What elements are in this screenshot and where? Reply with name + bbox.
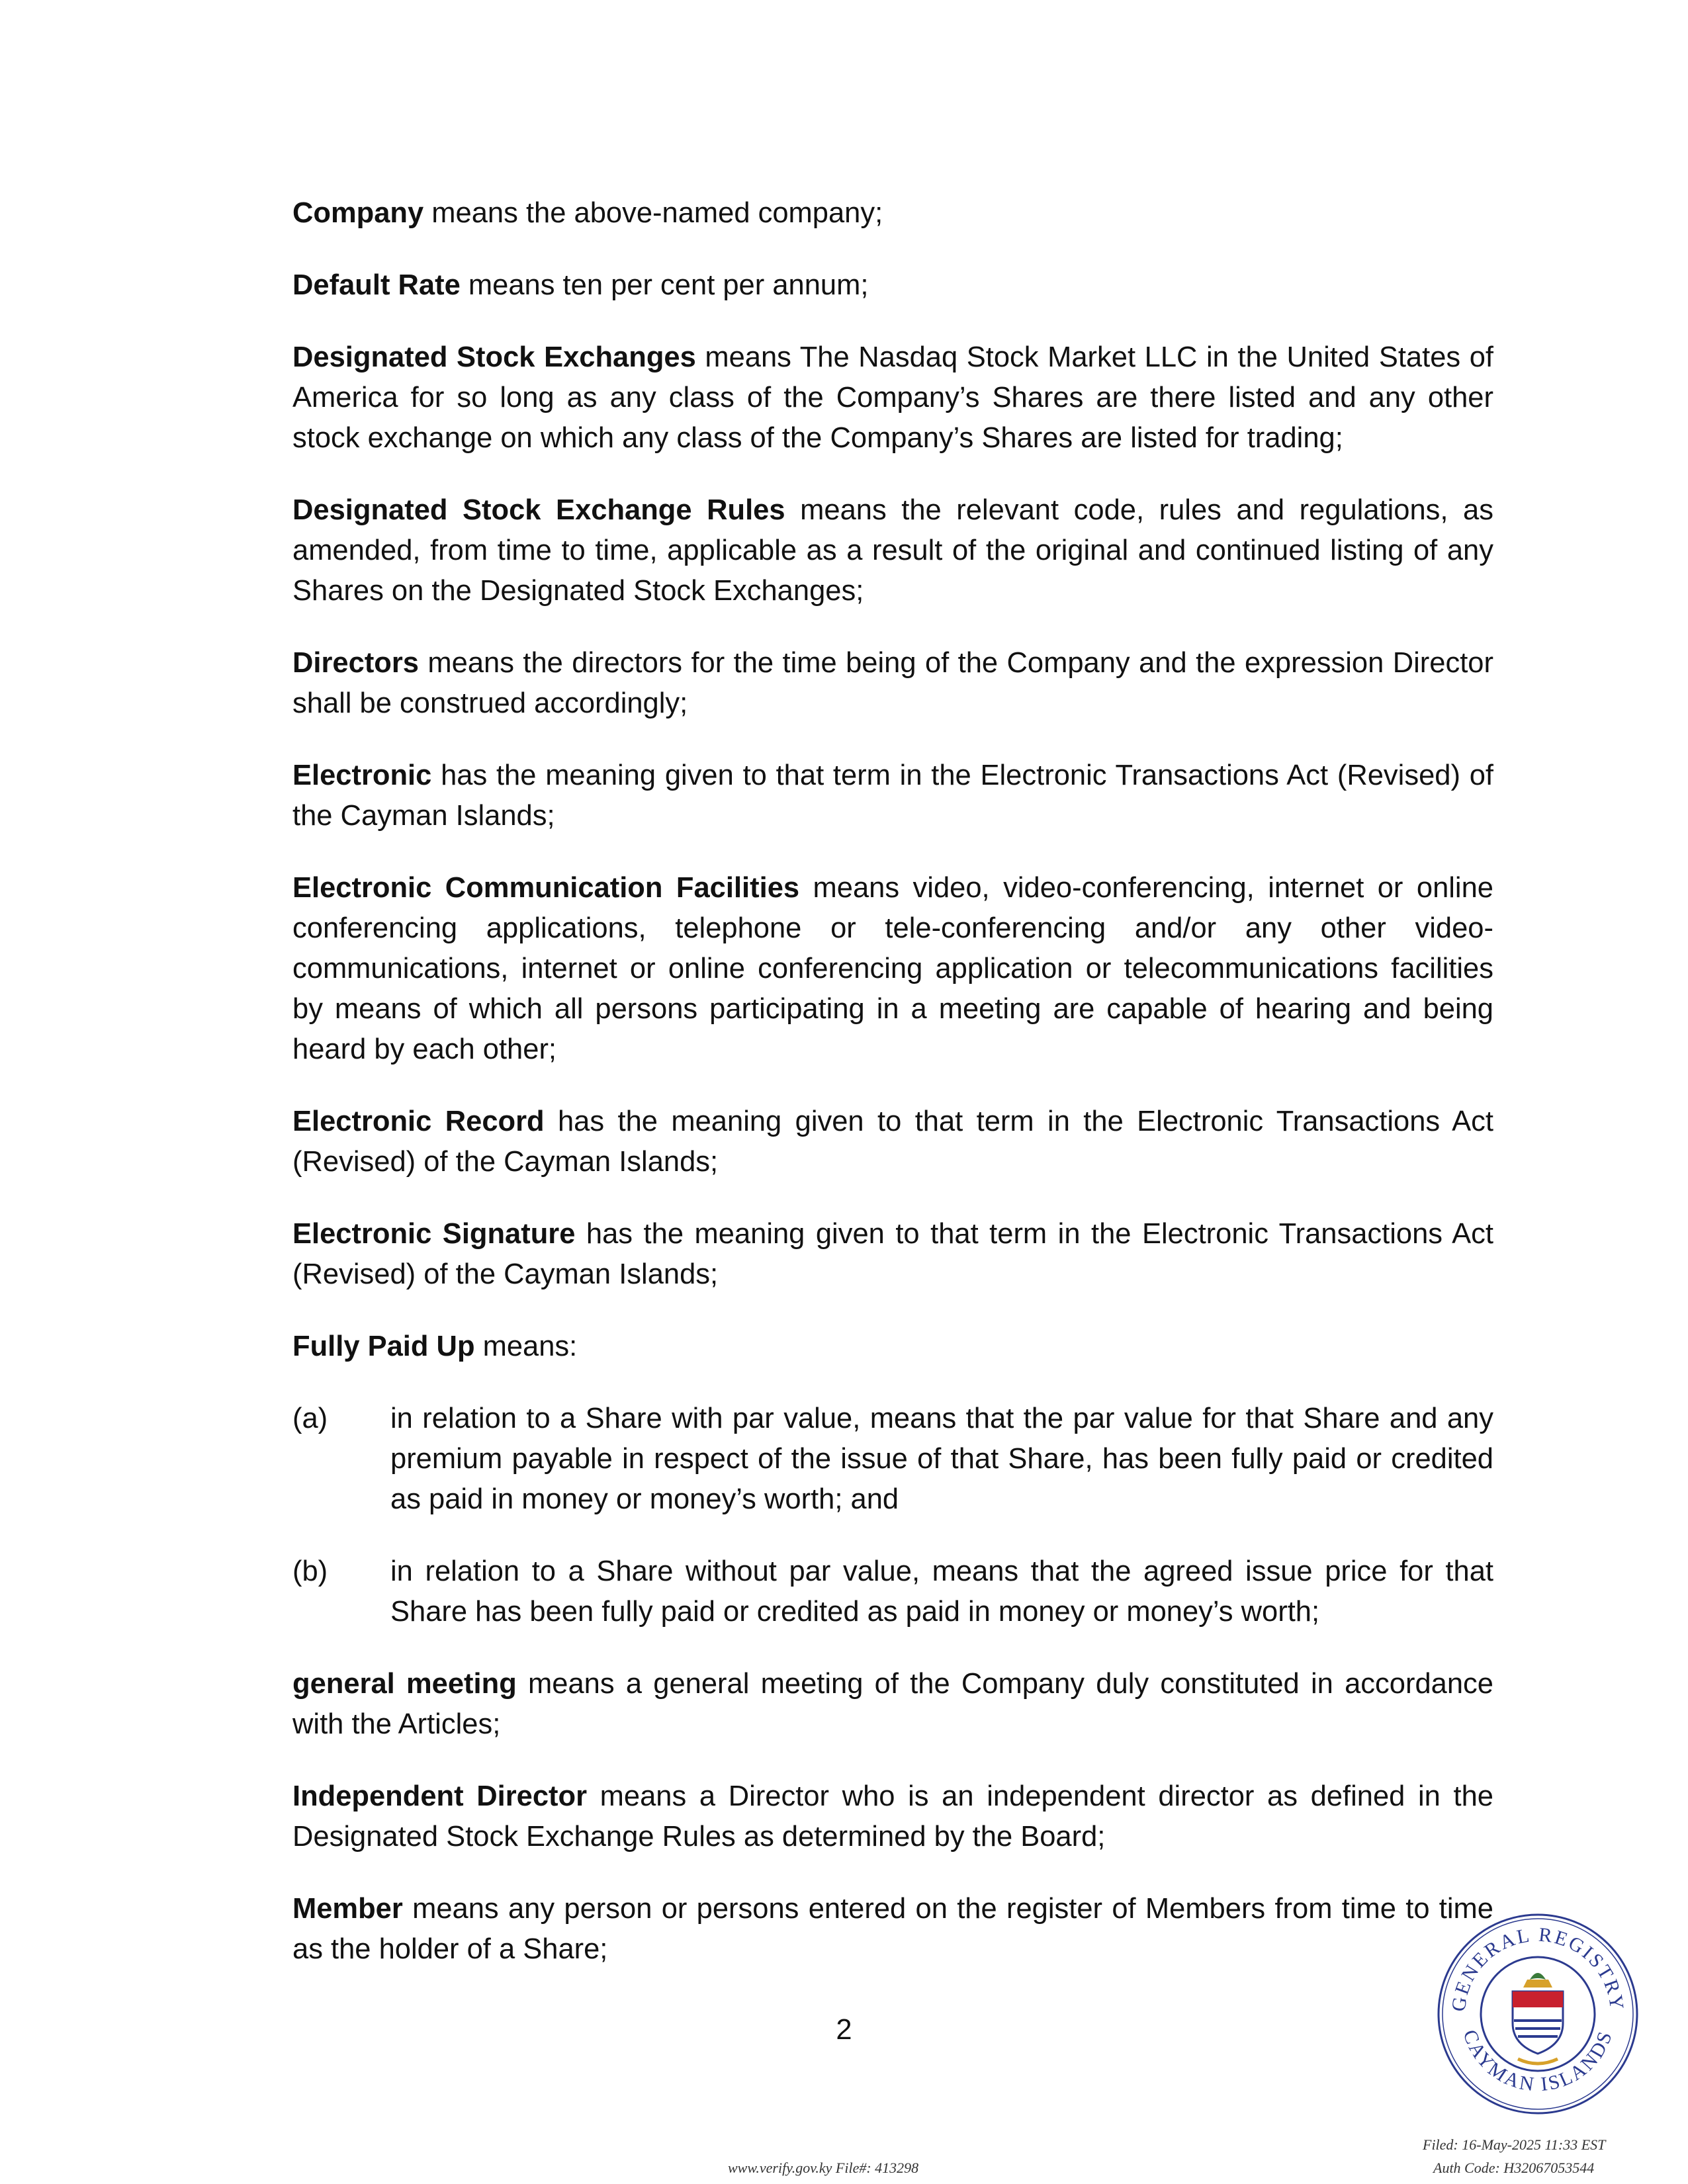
definition-term: Member [292, 1893, 403, 1925]
seal-bottom-text: CAYMAN ISLANDS [1458, 2027, 1617, 2096]
general-registry-seal-icon [1435, 1911, 1641, 2117]
definition-text: has the meaning given to that term in the Electronic Transactions Act (Revised) of the Cayman Islands; [292, 1106, 1494, 1178]
definition-item [292, 1889, 1493, 1970]
clause-label: (a) [292, 1403, 328, 1434]
clause-text: in relation to a Share with par value, means that the par value for that Share and any premium payable in respect of the issue of that Share, has been fully paid or credited as paid in money or money’s worth; and [390, 1403, 1493, 1515]
definition-text: means The Nasdaq Stock Market LLC in the United States of America for so long as any class of the Company’s Shares are there listed and any other stock exchange on which any class of the Company’s Shares are listed for trading; [292, 341, 1493, 454]
auth-code: Auth Code: H32067053544 [1433, 2160, 1595, 2176]
definition-text: means any person or persons entered on the register of Members from time to time as the holder of a Share; [292, 1893, 1493, 1965]
definition-item [292, 643, 1493, 724]
page-number: 2 [836, 2014, 852, 2046]
filed-stamp: Filed: 16-May-2025 11:33 EST [1423, 2136, 1606, 2153]
definition-item [292, 337, 1493, 459]
definition-term: Designated Stock Exchanges [292, 341, 696, 373]
clause-label: (b) [292, 1555, 328, 1587]
definition-text: means the directors for the time being of the Company and the expression Director shall be construed accordingly; [292, 647, 1493, 719]
verify-footer: www.verify.gov.ky File#: 413298 [728, 2160, 919, 2176]
definition-item [292, 1327, 1493, 1367]
definition-term: Directors [292, 647, 419, 679]
definition-term: Independent Director [292, 1780, 588, 1812]
definition-text: means the relevant code, rules and regulations, as amended, from time to time, applicable as a result of the original and continued listing of any Shares on the Designated Stock Exchanges; [292, 494, 1493, 607]
definition-item [292, 868, 1493, 1070]
definition-item [292, 1214, 1493, 1295]
definition-item [292, 265, 1493, 306]
definition-text: means the above-named company; [423, 197, 883, 229]
definition-term: general meeting [292, 1668, 517, 1700]
definition-text: means a Director who is an independent director as defined in the Designated Stock Exchange Rules as determined by the Board; [292, 1780, 1493, 1853]
definition-text: means a general meeting of the Company duly constituted in accordance with the Articles; [292, 1668, 1493, 1740]
definitions-body [292, 193, 1493, 2001]
definition-text: means ten per cent per annum; [460, 269, 869, 301]
definition-item [292, 756, 1493, 836]
definition-term: Fully Paid Up [292, 1331, 475, 1362]
clause-text: in relation to a Share without par value, means that the agreed issue price for that Share has been fully paid or credited as paid in money or money’s worth; [390, 1555, 1493, 1628]
definition-term: Company [292, 197, 424, 229]
definition-text: means: [474, 1331, 578, 1362]
clause-item [292, 1399, 1493, 1520]
definition-item [292, 1102, 1493, 1182]
definition-term: Electronic Communication Facilities [292, 872, 800, 904]
definition-text: means video, video-conferencing, internet or online conferencing applications, telephone or tele-conferencing and/or any other video-communications, internet or online conferencing application or telecommunications facilities by means of which all persons participating in a meeting are capable of hearing and being heard by each other; [292, 872, 1493, 1065]
definition-item [292, 193, 1493, 234]
definition-text: has the meaning given to that term in the Electronic Transactions Act (Revised) of the Cayman Islands; [292, 1218, 1493, 1290]
definition-term: Electronic Signature [292, 1218, 576, 1250]
definition-term: Electronic [292, 760, 432, 791]
seal-top-text: GENERAL REGISTRY [1447, 1923, 1628, 2013]
clause-item [292, 1551, 1493, 1632]
definition-item [292, 1664, 1493, 1745]
definition-term: Electronic Record [292, 1106, 545, 1137]
definition-text: has the meaning given to that term in the Electronic Transactions Act (Revised) of the Cayman Islands; [292, 760, 1493, 832]
definition-item [292, 1776, 1493, 1857]
definition-term: Designated Stock Exchange Rules [292, 494, 785, 526]
definition-item [292, 490, 1493, 611]
definition-term: Default Rate [292, 269, 461, 301]
